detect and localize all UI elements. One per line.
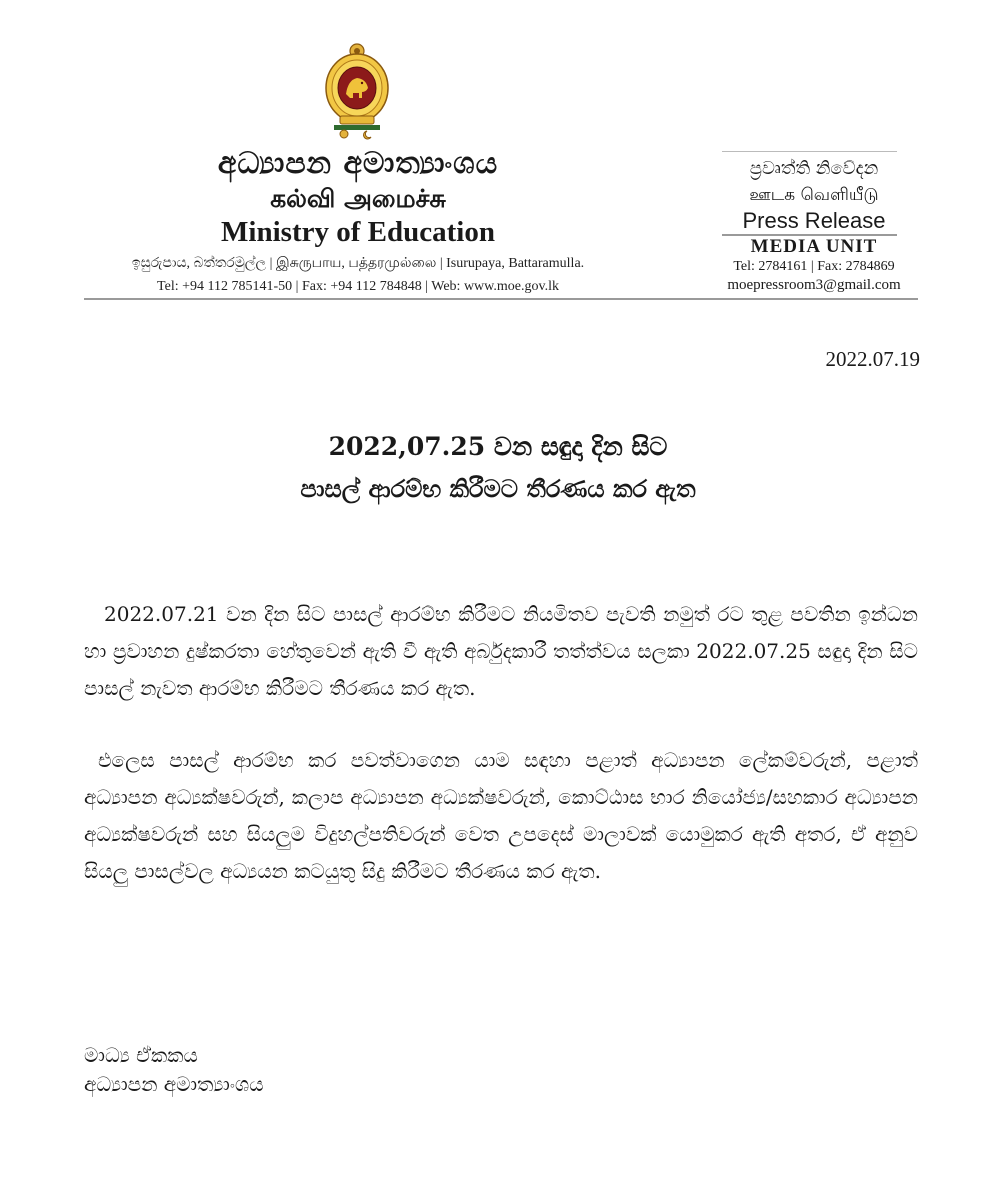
signature-unit: මාධ්‍ය ඒකකය bbox=[84, 1043, 198, 1067]
signature-ministry: අධ්‍යාපන අමාත්‍යාංශය bbox=[84, 1072, 264, 1096]
headline-line-1: 2022,07.25 වන සඳුදා දින සිට bbox=[328, 432, 668, 461]
media-unit-email: moepressroom3@gmail.com bbox=[727, 277, 901, 293]
header-divider bbox=[84, 298, 918, 300]
press-release-english: Press Release bbox=[742, 208, 886, 233]
ministry-address: ඉසුරුපාය, බත්තරමුල්ල | இசுருபாய, பத்தரமுல்லை | Isurupaya, Battaramulla. bbox=[131, 256, 585, 271]
body-paragraph-2: එලෙස පාසල් ආරම්භ කර පවත්වාගෙන යාම සඳහා පළාත් අධ්‍යාපන ලේකම්වරුන්, පළාත් අධ්‍යාපන අධ්‍යක්ෂවරුන්, කලාප අධ්‍යාපන අධ්‍යක්ෂවරුන්, කොට්ඨාස භාර නියෝජ්‍ය/සහකාර අධ්‍යාපන අධ්‍යක්ෂවරුන් සහ සියලුම විදුහල්පතිවරුන් වෙත උපදෙස් මාලාවක් යොමුකර ඇති අතර, ඒ අනුව සියලු පාසල්වල අධ්‍යයන කටයුතු සිදු කිරීමට තීරණය කර ඇත. bbox=[84, 748, 918, 883]
sri-lanka-emblem-icon bbox=[322, 42, 392, 140]
press-release-tamil: ஊடக வெளியீடு bbox=[749, 185, 879, 205]
body-paragraph-1: 2022.07.21 වන දින සිට පාසල් ආරම්භ කිරීමට නියමිතව පැවති නමුත් රට තුළ පවතින ඉන්ධන හා ප්‍රවාහන දුෂ්කරතා හේතුවෙන් ඇති වී ඇති අර්බුදකාරී තත්ත්වය සලකා 2022.07.25 සඳුදා දින සිට පාසල් නැවත ආරම්භ කිරීමට තීරණය කර ඇත. bbox=[84, 602, 918, 700]
press-divider-top bbox=[722, 151, 897, 152]
ministry-contact: Tel: +94 112 785141-50 | Fax: +94 112 784848 | Web: www.moe.gov.lk bbox=[157, 279, 559, 294]
ministry-name-english: Ministry of Education bbox=[221, 216, 495, 248]
release-date: 2022.07.19 bbox=[825, 347, 920, 371]
ministry-name-tamil: கல்வி அமைச்சு bbox=[270, 184, 446, 213]
media-unit-phone: Tel: 2784161 | Fax: 2784869 bbox=[733, 259, 895, 274]
press-release-sinhala: ප්‍රවෘත්ති නිවේදන bbox=[749, 158, 879, 179]
headline-line-2: පාසල් ආරම්භ කිරීමට තීරණය කර ඇත bbox=[300, 474, 696, 503]
media-unit-label: MEDIA UNIT bbox=[750, 236, 878, 257]
ministry-name-sinhala: අධ්‍යාපන අමාත්‍යාංශය bbox=[217, 146, 499, 181]
